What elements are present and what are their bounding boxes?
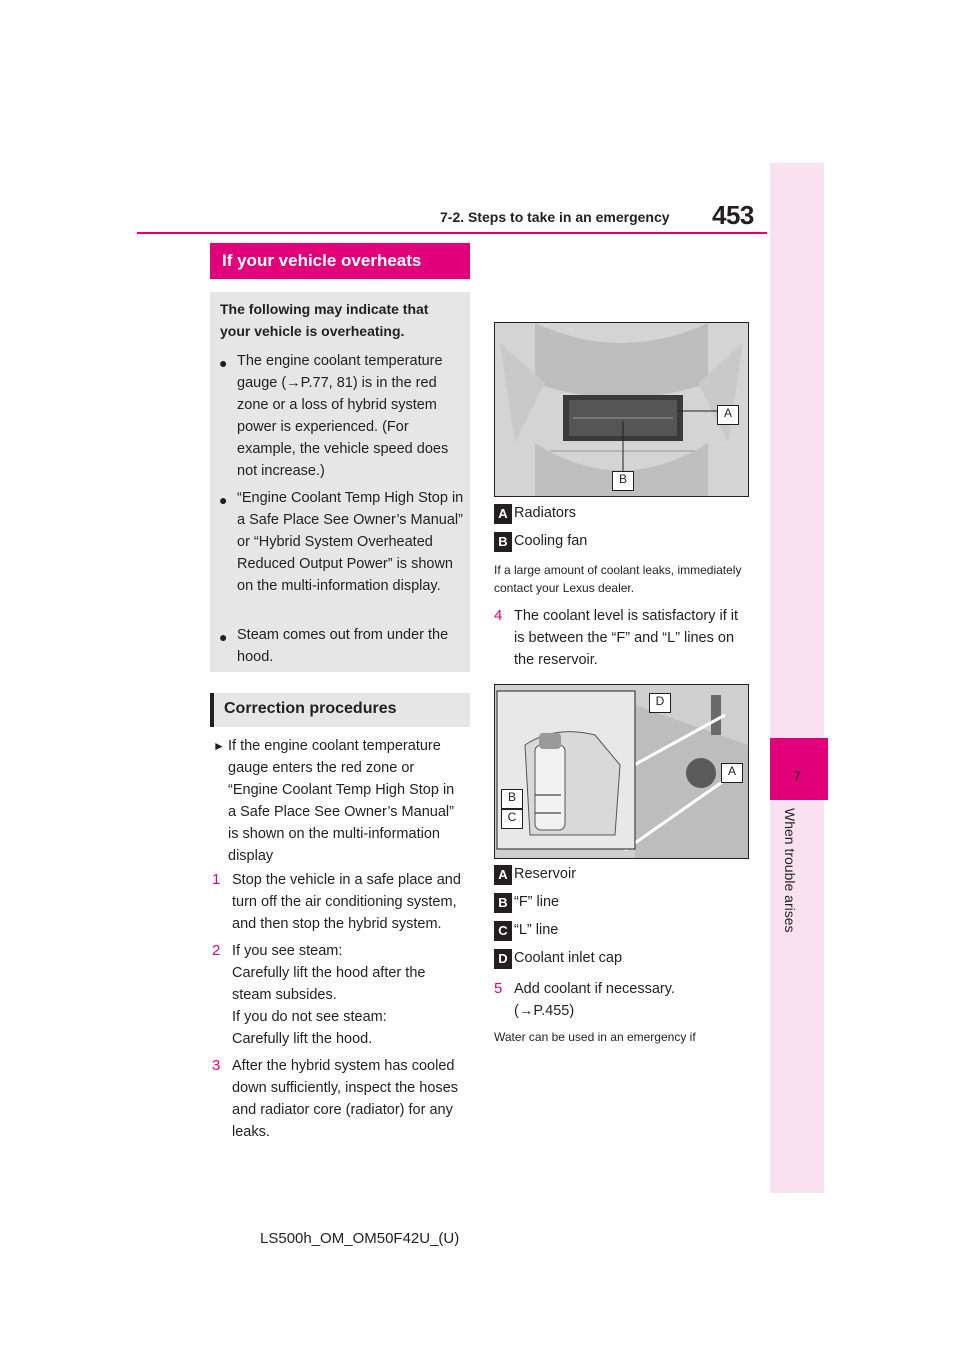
step-number: 1	[212, 871, 221, 888]
section-title: 7-2. Steps to take in an emergency	[440, 209, 670, 225]
overheat-bullet	[219, 624, 467, 668]
figure-callout: C	[501, 809, 523, 829]
overheat-signs-box	[210, 292, 470, 672]
reservoir-figure	[494, 684, 749, 859]
condition-text: If the engine coolant temperature gauge enters the red zone or “Engine Coolant Temp High Stop in a Safe Place See Owner’s Manual” is shown on the multi-information display	[228, 738, 455, 864]
reservoir-illustration	[495, 685, 748, 858]
leak-note: If a large amount of coolant leaks, immediately contact your Lexus dealer.	[494, 563, 742, 595]
document-code: LS500h_OM_OM50F42U_(U)	[260, 1230, 460, 1247]
bullet-icon: ●	[219, 492, 228, 508]
page-reference: (→P.455)	[514, 1003, 575, 1019]
overheat-bullet	[219, 487, 467, 597]
step-line: Carefully lift the hood after the steam subsides.	[232, 965, 426, 1003]
procedure-step	[212, 1055, 470, 1143]
step-text: Add coolant if necessary.	[514, 981, 675, 997]
legend-label: “L” line	[514, 922, 559, 938]
procedure-step	[212, 940, 466, 1050]
chapter-side-bar	[770, 163, 824, 1193]
legend-key-badge: D	[494, 949, 512, 969]
chapter-number: 7	[793, 768, 801, 784]
water-note: Water can be used in an emergency if	[494, 1030, 696, 1044]
step-number: 5	[494, 980, 503, 997]
heading-bar	[210, 693, 214, 727]
procedure-step	[494, 605, 750, 671]
legend-key-badge: B	[494, 893, 512, 913]
figure-callout: B	[612, 471, 634, 491]
step-line: Carefully lift the hood.	[232, 1031, 373, 1047]
section-heading-procedures	[210, 693, 470, 727]
legend-key-badge: A	[494, 865, 512, 885]
legend-label: Coolant inlet cap	[514, 950, 623, 966]
step-line: If you do not see steam:	[232, 1009, 387, 1025]
procedure-step	[494, 978, 750, 1022]
legend-label: “F” line	[514, 894, 560, 910]
overheat-intro: The following may indicate that your vehicle is overheating.	[220, 301, 429, 339]
step-line: If you see steam:	[232, 943, 343, 959]
figure-callout: A	[717, 405, 739, 425]
section-heading-text: If your vehicle overheats	[222, 251, 422, 270]
figure-callout: A	[721, 763, 743, 783]
step-text: The coolant level is satisfactory if it is between the “F” and “L” lines on the reservoir.	[514, 608, 739, 668]
legend-label: Radiators	[514, 505, 577, 521]
procedure-step	[212, 869, 466, 935]
procedure-condition	[213, 735, 466, 867]
step-number: 3	[212, 1057, 221, 1074]
bullet-text: Steam comes out from under the hood.	[237, 627, 449, 665]
radiator-figure	[494, 322, 749, 497]
overheat-bullet	[219, 350, 467, 482]
page-number: 453	[712, 200, 754, 230]
figure-callout: B	[501, 789, 523, 809]
bullet-text: The engine coolant temperature gauge (→P.77, 81) is in the red zone or a loss of hybrid system power is experienced. (For example, the vehicle speed does not increase.)	[237, 353, 449, 479]
step-text: Stop the vehicle in a safe place and turn off the air conditioning system, and then stop the hybrid system.	[232, 872, 461, 932]
step-number: 4	[494, 607, 503, 624]
arrow-bullet-icon: ►	[213, 739, 225, 753]
header-rule	[137, 232, 767, 234]
legend-key-badge: C	[494, 921, 512, 941]
legend-label: Reservoir	[514, 866, 577, 882]
legend-key-badge: B	[494, 532, 512, 552]
step-number: 2	[212, 942, 221, 959]
step-text: After the hybrid system has cooled down sufficiently, inspect the hoses and radiator core (radiator) for any leaks.	[232, 1058, 458, 1140]
bullet-icon: ●	[219, 355, 228, 371]
section-heading-overheat	[210, 243, 470, 279]
bullet-text: “Engine Coolant Temp High Stop in a Safe Place See Owner’s Manual” or “Hybrid System Overheated Reduced Output Power” is shown on the multi-information display.	[237, 490, 464, 594]
figure-callout: D	[649, 693, 671, 713]
legend-key-badge: A	[494, 504, 512, 524]
section-heading-text: Correction procedures	[224, 700, 397, 717]
legend-label: Cooling fan	[514, 533, 588, 549]
bullet-icon: ●	[219, 629, 228, 645]
chapter-title: When trouble arises	[782, 808, 798, 933]
